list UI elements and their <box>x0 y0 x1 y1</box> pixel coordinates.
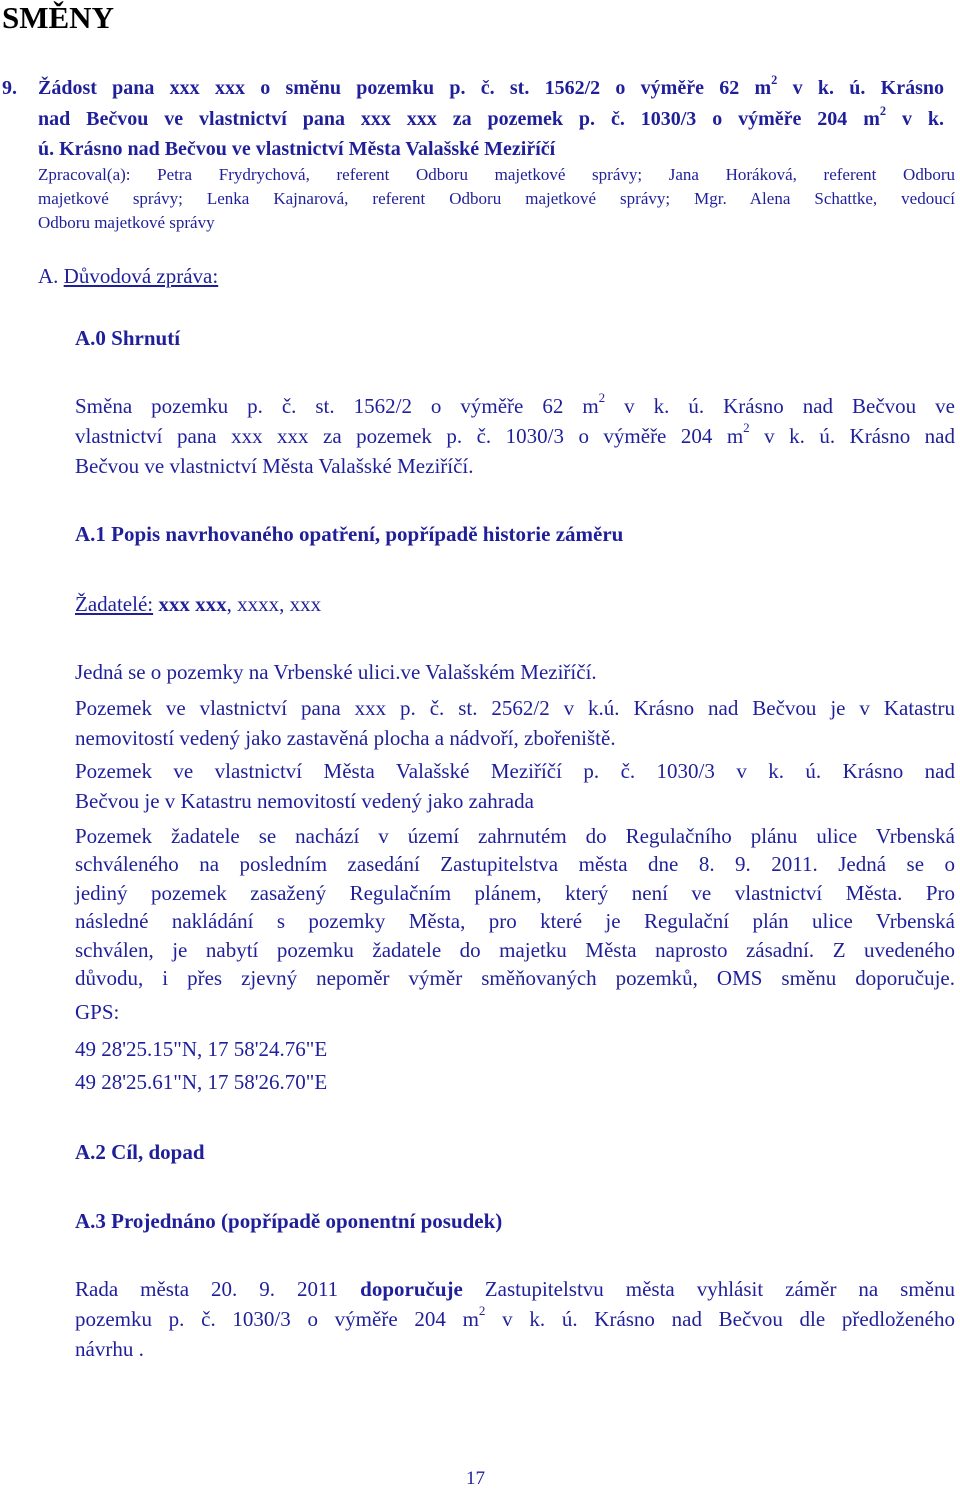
a0-heading: A.0 Shrnutí <box>75 326 181 350</box>
a1-paragraph-4-line-3: jediný pozemek zasažený Regulačním plánem, který není ve vlastnictví Města. Pro <box>75 881 955 905</box>
authors-line-2: majetkové správy; Lenka Kajnarová, referent Odboru majetkové správy; Mgr. Alena Schattke, vedoucí <box>38 189 955 208</box>
a1-paragraph-3-line-2: Bečvou je v Katastru nemovitostí vedený jako zahrada <box>75 789 534 813</box>
a1-paragraph-2-line-1: Pozemek ve vlastnictví pana xxx p. č. st. 2562/2 v k.ú. Krásno nad Bečvou je v Katastru <box>75 696 955 720</box>
a3-line-2 <box>75 1303 956 1332</box>
item-number: 9. <box>2 77 17 99</box>
a3-line-2-sup: 2 <box>478 1303 486 1319</box>
item-title-line-2-sup: 2 <box>879 103 887 118</box>
item-title-line-2-tail: v k. <box>886 108 945 130</box>
a1-paragraph-4-line-1: Pozemek žadatele se nachází v území zahrnutém do Regulačního plánu ulice Vrbenská <box>75 824 955 848</box>
a3-line-3: návrhu . <box>75 1337 144 1361</box>
gps-label: GPS: <box>75 1000 120 1024</box>
a0-line-2 <box>75 420 955 449</box>
a0-line-2-sup: 2 <box>743 420 750 436</box>
document-title: SMĚNY <box>2 0 114 35</box>
a1-paragraph-4-line-4: následné nakládání s pozemky Města, pro které je Regulační plán ulice Vrbenská <box>75 909 955 933</box>
a1-heading: A.1 Popis navrhovaného opatření, popřípadě historie záměru <box>75 522 624 546</box>
applicants-rest: , xxxx, xxx <box>226 592 322 616</box>
applicants-line <box>75 592 321 617</box>
a1-paragraph-4-line-6: důvodu, i přes zjevný nepoměr výměr směňovaných pozemků, OMS směnu doporučuje. <box>75 966 955 990</box>
authors-line-1: Zpracoval(a): Petra Frydrychová, referent Odboru majetkové správy; Jana Horáková, referent Odboru <box>38 165 955 184</box>
a3-line-1-tail: Zastupitelstvu města vyhlásit záměr na směnu <box>462 1277 956 1301</box>
item-title-line-2 <box>38 103 945 131</box>
item-title-line-1-tail: v k. ú. Krásno <box>777 77 945 99</box>
a0-line-2-tail: v k. ú. Krásno nad <box>749 424 955 448</box>
item-title-line-1-sup: 2 <box>771 72 778 87</box>
a1-paragraph-4-line-2: schváleného na posledním zasedání Zastupitelstva města dne 8. 9. 2011. Jedná se o <box>75 852 955 876</box>
a1-paragraph-4-line-5: schválen, je nabytí pozemku žadatele do majetku Města naprosto zásadní. Z uvedeného <box>75 938 955 962</box>
section-a-title: Důvodová zpráva: <box>63 264 219 288</box>
a0-line-3: Bečvou ve vlastnictví Města Valašské Meziříčí. <box>75 454 474 478</box>
gps-coordinate-1: 49 28'25.15"N, 17 58'24.76"E <box>75 1037 328 1061</box>
section-a-heading <box>38 264 218 289</box>
a3-line-1 <box>75 1277 955 1302</box>
a3-line-1-text: Rada města 20. 9. 2011 <box>75 1277 361 1301</box>
item-title-line-1 <box>38 72 945 100</box>
a0-line-1-sup: 2 <box>598 390 606 406</box>
a0-line-1 <box>75 390 955 419</box>
applicants-name: xxx xxx <box>158 592 227 616</box>
item-title-line-3: ú. Krásno nad Bečvou ve vlastnictví Města Valašské Meziříčí <box>38 138 556 160</box>
a3-heading: A.3 Projednáno (popřípadě oponentní posudek) <box>75 1209 503 1233</box>
a3-line-2-tail: v k. ú. Krásno nad Bečvou dle předloženého <box>485 1307 956 1331</box>
a1-paragraph-3-line-1: Pozemek ve vlastnictví Města Valašské Meziříčí p. č. 1030/3 v k. ú. Krásno nad <box>75 759 955 783</box>
a3-line-2-text: pozemku p. č. 1030/3 o výměře 204 m <box>75 1307 479 1331</box>
authors-line-3: Odboru majetkové správy <box>38 213 215 232</box>
a1-paragraph-1: Jedná se o pozemky na Vrbenské ulici.ve Valašském Meziříčí. <box>75 660 597 684</box>
a0-line-1-tail: v k. ú. Krásno nad Bečvou ve <box>605 394 955 418</box>
gps-coordinate-2: 49 28'25.61"N, 17 58'26.70"E <box>75 1070 328 1094</box>
a0-line-2-text: vlastnictví pana xxx xxx za pozemek p. č. 1030/3 o výměře 204 m <box>75 424 744 448</box>
a3-line-1-bold: doporučuje <box>360 1277 463 1301</box>
item-title-line-1-text: Žádost pana xxx xxx o směnu pozemku p. č. st. 1562/2 o výměře 62 m <box>38 77 772 99</box>
item-title-line-2-text: nad Bečvou ve vlastnictví pana xxx xxx za pozemek p. č. 1030/3 o výměře 204 m <box>38 108 880 130</box>
section-a-prefix: A. <box>38 264 59 288</box>
a2-heading: A.2 Cíl, dopad <box>75 1140 205 1164</box>
a1-paragraph-2-line-2: nemovitostí vedený jako zastavěná plocha a nádvoří, zbořeniště. <box>75 726 616 750</box>
applicants-label: Žadatelé: <box>75 592 154 616</box>
a0-line-1-text: Směna pozemku p. č. st. 1562/2 o výměře 62 m <box>75 394 599 418</box>
page-number: 17 <box>466 1468 485 1489</box>
